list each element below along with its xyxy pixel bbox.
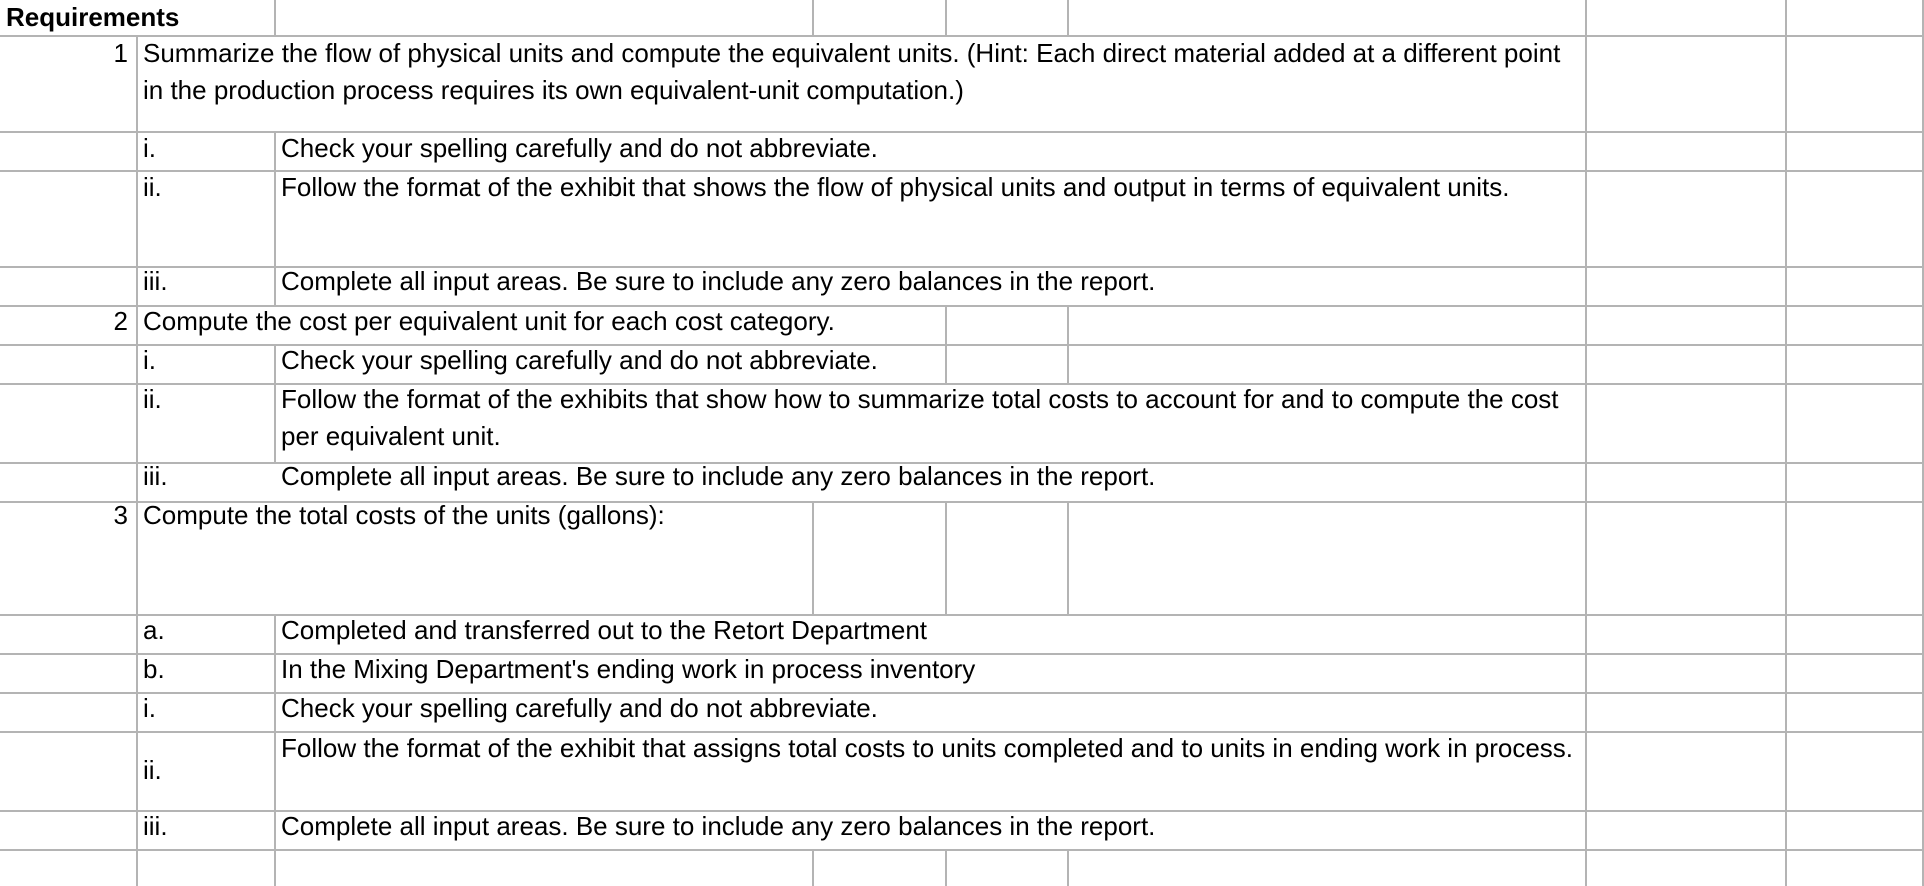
item-text: Check your spelling carefully and do not abbreviate. — [281, 345, 878, 375]
column-divider — [274, 614, 276, 886]
column-divider — [136, 35, 138, 886]
item-marker: i. — [143, 345, 156, 375]
item-text: In the Mixing Department's ending work in process inventory — [281, 654, 976, 684]
requirement-number: 1 — [113, 38, 128, 68]
item-marker: iii. — [143, 266, 168, 296]
item-marker: a. — [143, 615, 165, 645]
row-divider — [0, 849, 1924, 851]
column-divider — [812, 0, 814, 35]
column-divider — [1067, 501, 1069, 614]
item-marker: ii. — [143, 755, 162, 785]
item-marker: i. — [143, 133, 156, 163]
item-marker: ii. — [143, 384, 162, 414]
column-divider — [1785, 0, 1787, 886]
column-divider — [1067, 0, 1069, 35]
column-divider — [812, 849, 814, 886]
requirement-text: Summarize the flow of physical units and compute the equivalent units. (Hint: Each direct material added at a different point in the production process requires its own equivalent-unit computation.) — [143, 38, 1561, 105]
item-text: Check your spelling carefully and do not abbreviate. — [281, 693, 878, 723]
item-text: Completed and transferred out to the Retort Department — [281, 615, 928, 645]
column-divider — [1585, 0, 1587, 886]
item-marker: b. — [143, 654, 165, 684]
requirement-text: Compute the cost per equivalent unit for each cost category. — [143, 306, 835, 336]
item-text: Follow the format of the exhibit that assigns total costs to units completed and to units in ending work in process. — [281, 733, 1574, 763]
requirement-number: 2 — [113, 306, 128, 336]
column-divider — [812, 501, 814, 614]
requirements-heading: Requirements — [6, 2, 180, 32]
column-divider — [274, 131, 276, 305]
item-marker: i. — [143, 693, 156, 723]
column-divider — [945, 305, 947, 383]
item-marker: ii. — [143, 172, 162, 202]
column-divider — [274, 0, 276, 35]
column-divider — [945, 0, 947, 35]
requirement-number: 3 — [113, 500, 128, 530]
requirement-text: Compute the total costs of the units (gallons): — [143, 500, 665, 530]
column-divider — [1067, 849, 1069, 886]
item-text: Check your spelling carefully and do not abbreviate. — [281, 133, 878, 163]
column-divider — [945, 849, 947, 886]
item-text: Complete all input areas. Be sure to include any zero balances in the report. — [281, 266, 1156, 296]
item-marker: iii. — [143, 811, 168, 841]
item-text: Follow the format of the exhibits that show how to summarize total costs to account for and to compute the cost per equivalent unit. — [281, 384, 1559, 451]
item-text: Follow the format of the exhibit that shows the flow of physical units and output in terms of equivalent units. — [281, 172, 1510, 202]
column-divider — [945, 501, 947, 614]
column-divider — [274, 344, 276, 462]
column-divider — [1067, 305, 1069, 383]
item-text: Complete all input areas. Be sure to include any zero balances in the report. — [281, 461, 1156, 491]
item-marker: iii. — [143, 461, 168, 491]
item-text: Complete all input areas. Be sure to include any zero balances in the report. — [281, 811, 1156, 841]
